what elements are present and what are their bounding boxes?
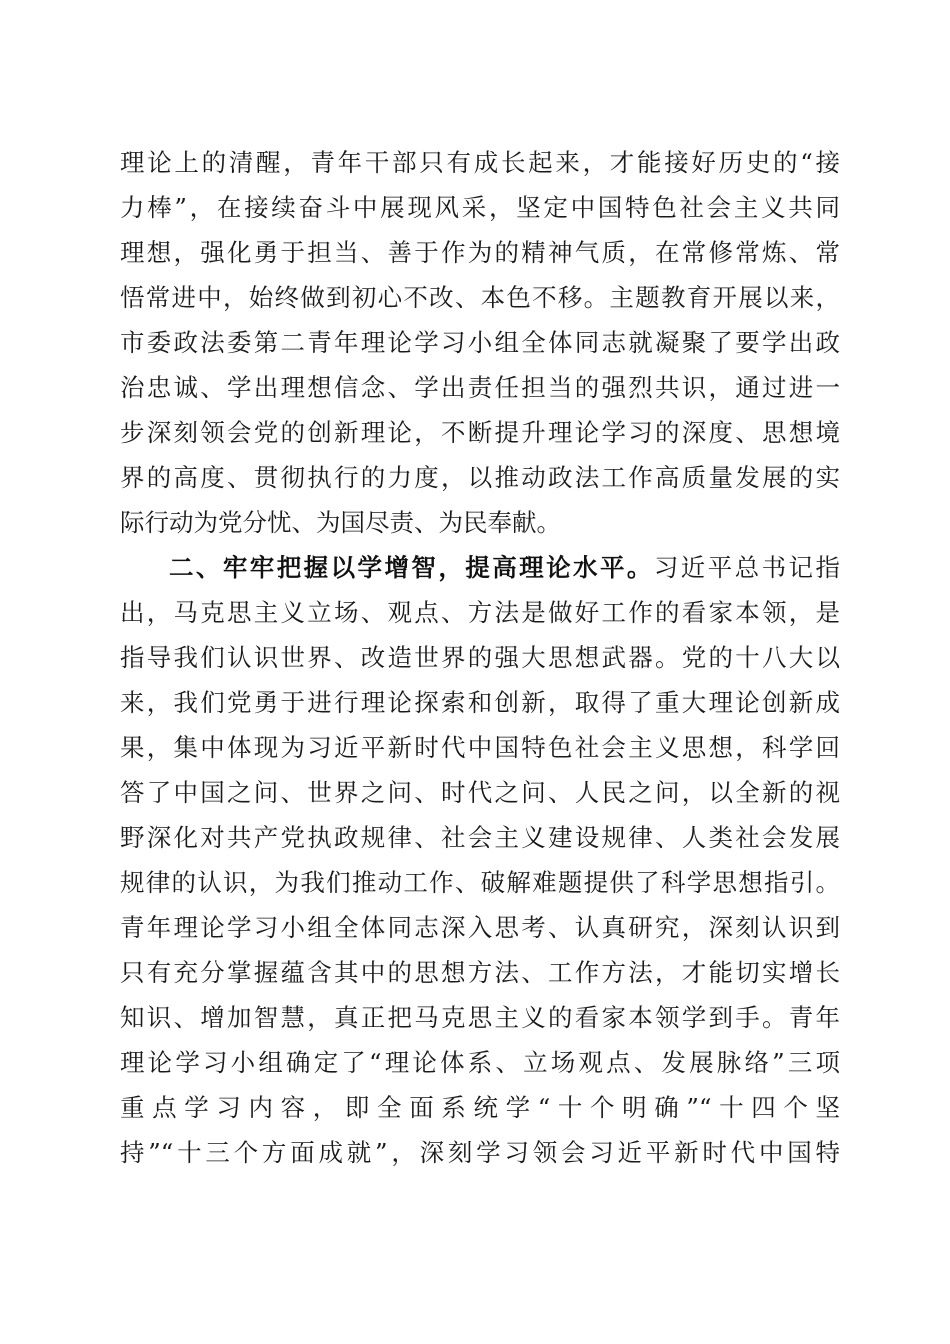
text-line: 理论学习小组确定了“理论体系、立场观点、发展脉络”三项 [120, 1048, 840, 1077]
text-line: 野深化对共产党执政规律、社会主义建设规律、人类社会发展 [120, 823, 840, 852]
heading-line-text: 习近平总书记指 [653, 553, 840, 582]
text-line: 步深刻领会党的创新理论，不断提升理论学习的深度、思想境 [120, 418, 840, 447]
text-line: 果，集中体现为习近平新时代中国特色社会主义思想，科学回 [120, 733, 840, 762]
text-line: 理想，强化勇于担当、善于作为的精神气质，在常修常炼、常 [120, 238, 840, 267]
text-line: 治忠诚、学出理想信念、学出责任担当的强烈共识，通过进一 [120, 373, 840, 402]
paragraph-2 [120, 545, 840, 1175]
text-line: 重点学习内容，即全面系统学“十个明确”“十四个坚 [120, 1093, 840, 1122]
paragraph-1 [120, 140, 840, 545]
text-line: 出，马克思主义立场、观点、方法是做好工作的看家本领，是 [120, 598, 840, 627]
text-line: 指导我们认识世界、改造世界的强大思想武器。党的十八大以 [120, 643, 840, 672]
text-line: 答了中国之问、世界之问、时代之问、人民之问，以全新的视 [120, 778, 840, 807]
section-heading-line [120, 545, 840, 590]
text-line: 知识、增加智慧，真正把马克思主义的看家本领学到手。青年 [120, 1003, 840, 1032]
text-line: 际行动为党分忧、为国尽责、为民奉献。 [120, 508, 561, 537]
text-line: 悟常进中，始终做到初心不改、本色不移。主题教育开展以来， [120, 283, 840, 312]
text-line: 青年理论学习小组全体同志深入思考、认真研究，深刻认识到 [120, 913, 840, 942]
text-line: 理论上的清醒，青年干部只有成长起来，才能接好历史的“接 [120, 148, 840, 177]
text-line: 市委政法委第二青年理论学习小组全体同志就凝聚了要学出政 [120, 328, 840, 357]
text-line: 来，我们党勇于进行理论探索和创新，取得了重大理论创新成 [120, 688, 840, 717]
document-body [120, 140, 840, 1175]
text-line: 规律的认识，为我们推动工作、破解难题提供了科学思想指引。 [120, 868, 840, 897]
text-line: 持”“十三个方面成就”，深刻学习领会习近平新时代中国特 [120, 1138, 840, 1167]
text-line: 界的高度、贯彻执行的力度，以推动政法工作高质量发展的实 [120, 463, 840, 492]
text-line: 力棒”，在接续奋斗中展现风采，坚定中国特色社会主义共同 [120, 193, 840, 222]
section-heading: 二、牢牢把握以学增智，提高理论水平。 [169, 553, 654, 582]
text-line: 只有充分掌握蕴含其中的思想方法、工作方法，才能切实增长 [120, 958, 840, 987]
